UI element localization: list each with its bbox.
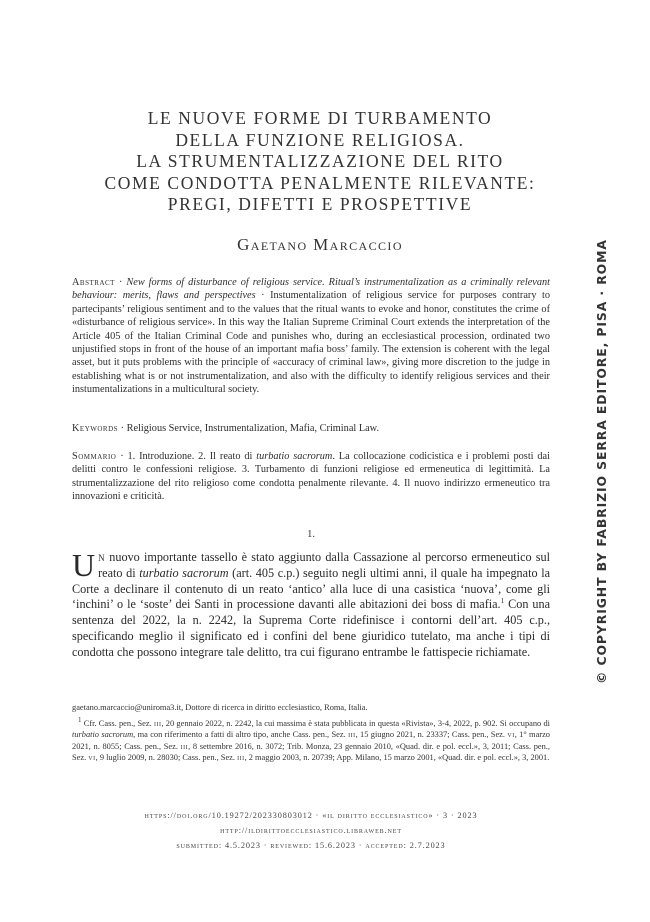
- title-line: COME CONDOTTA PENALMENTE RILEVANTE:: [104, 172, 536, 193]
- footnote-text: , 9 luglio 2009, n. 28030; Cass. pen., Sez.: [95, 752, 238, 762]
- section-number: 1.: [307, 529, 315, 540]
- abstract: [72, 276, 550, 397]
- abstract-label: Abstract: [72, 277, 115, 288]
- keywords: [72, 422, 550, 435]
- summary-text: . La collocazione codicistica e i problemi posti dai delitti contro le confessioni religiose. 3. Turbamento di funzioni religiose ed ermeneutica di legittimità. La strumentalizzazione del rito religioso come condotta penalmente rilevante. 4. Il nuovo indirizzo ermeneutico tra innovazioni e criticità.: [72, 451, 550, 503]
- submission-dates: submitted: 4.5.2023 · reviewed: 15.6.2023 · accepted: 2.7.2023: [176, 841, 446, 850]
- title-line: LE NUOVE FORME DI TURBAMENTO: [147, 108, 493, 128]
- footnote-1: [72, 718, 550, 763]
- footnote-ref[interactable]: 1: [500, 597, 505, 606]
- footnote-text: , 2 maggio 2003, n. 20739; App. Milano, 15 marzo 2001, «Quad. dir. e pol. eccl.», 3, 2001.: [244, 752, 550, 762]
- roman-numeral: iii: [153, 719, 162, 729]
- author-name: Gaetano Marcaccio: [237, 235, 403, 254]
- footnote-text: , 8 settembre 2016, n. 3072; Trib. Monza, 23 gennaio 2010, «Quad. dir. e pol. eccl.», 3, 2011; Cass. pen., Sez.: [72, 741, 550, 762]
- lead-in: n: [98, 550, 106, 564]
- journal-url[interactable]: http://ildirittoecclesiastico.libraweb.net: [220, 826, 402, 835]
- summary-label: Sommario: [72, 451, 117, 462]
- author-contact: gaetano.marcaccio@uniroma3.it, Dottore di ricerca in diritto ecclesiastico, Roma, Italia.: [72, 703, 368, 712]
- separator: ·: [255, 290, 271, 302]
- doi-link[interactable]: https://doi.org/10.19272/202330803012 · «il diritto ecclesiastico» · 3 · 2023: [144, 811, 478, 820]
- body-text: nuovo importante tassello è stato aggiunto dalla Cassazione al percorso ermeneutico sul reato di: [98, 550, 550, 580]
- body-paragraph: [72, 547, 551, 661]
- abstract-text: Instumentalization of religious service for purposes contrary to partecipants’ religious sentiment and to the values that the ritual wants to evoke and honor, constitutes the crime of «disturbance of religious service». In this way the Italian Supreme Criminal Court extends the interpretation of the Article 405 of the Italian Criminal Code and punishes who, during an ecclesiastical procession, ordinated two unjustified stops in front of the house of an important mafia boss’ family. The extension is coherent with the legal asset, but it puts problems with the principle of «accuracy of criminal law», giving more discretion to the judge in establishing what is or not instrumentalization, and also with the difficulty to identify religious services and their instumentalizations in a multicultural society.: [72, 290, 550, 396]
- footnote-text: , 20 gennaio 2022, n. 2242, la cui massima è stata pubblicata in questa «Rivista», 3-4, 2022, p. 902. Si occupano di: [161, 719, 550, 729]
- roman-numeral: iii: [348, 730, 356, 740]
- separator: ·: [116, 451, 128, 462]
- keywords-text: Religious Service, Instrumentalization, Mafia, Criminal Law.: [126, 423, 380, 434]
- table-of-contents: [72, 450, 550, 504]
- footnote-text: , 15 giugno 2021, n. 23337; Cass. pen., Sez.: [355, 730, 508, 740]
- footnote-text: Cfr. Cass. pen., Sez.: [81, 719, 154, 729]
- separator: ·: [114, 277, 127, 288]
- footnote-text: , ma con riferimento a fatti di altro tipo, anche Cass. pen., Sez.: [133, 730, 349, 740]
- title-line: PREGI, DIFETTI E PROSPETTIVE: [167, 194, 473, 214]
- footnote-number: 1: [78, 716, 82, 725]
- copyright-notice: © COPYRIGHT BY FABRIZIO SERRA EDITORE, PISA · ROMA: [594, 239, 609, 684]
- body-text: (art. 405 c.p.) seguito negli ultimi anni, il quale ha impegnato la Corte a declinare il contenuto di un reato ‘antico’ alla luce di una casistica ‘nuova’, come gli ‘inchini’ o le ‘soste’ dei Santi in processione davanti alle abitazioni dei boss di mafia.: [72, 565, 551, 612]
- footnotes: [72, 702, 550, 763]
- summary-text: 1. Introduzione. 2. Il reato di: [127, 451, 257, 462]
- roman-numeral: vi: [88, 752, 96, 762]
- keywords-label: Keywords: [72, 423, 119, 434]
- body-text: Con una sentenza del 2022, la n. 2242, la Suprema Corte ridefinisce i contorni dell’art. 405 c.p., specificando meglio il significato ed i confini del bene giuridico tutelato, ma anche i tipi di condotta che possono integrare tale delitto, tra cui figurano entrambe le fattispecie richiamate.: [72, 597, 550, 659]
- roman-numeral: iii: [237, 752, 245, 762]
- title-line: DELLA FUNZIONE RELIGIOSA.: [175, 129, 465, 150]
- drop-cap: U: [72, 547, 96, 583]
- roman-numeral: iii: [180, 741, 189, 751]
- separator: ·: [118, 423, 127, 434]
- footnote-italic: turbatio sacrorum: [72, 730, 134, 740]
- footnote-text: , 1° marzo 2021, n. 8055; Cass. pen., Sez.: [72, 730, 550, 751]
- title-line: LA STRUMENTALIZZAZIONE DEL RITO: [136, 151, 504, 171]
- abstract-english-title: New forms of disturbance of religious service. Ritual’s instrumentalization as a criminally relevant behaviour: merits, flaws and perspectives: [72, 277, 551, 302]
- body-italic: turbatio sacrorum: [139, 565, 229, 580]
- summary-italic: turbatio sacrorum: [256, 451, 333, 462]
- article-title: [80, 108, 560, 216]
- roman-numeral: vi: [507, 730, 515, 740]
